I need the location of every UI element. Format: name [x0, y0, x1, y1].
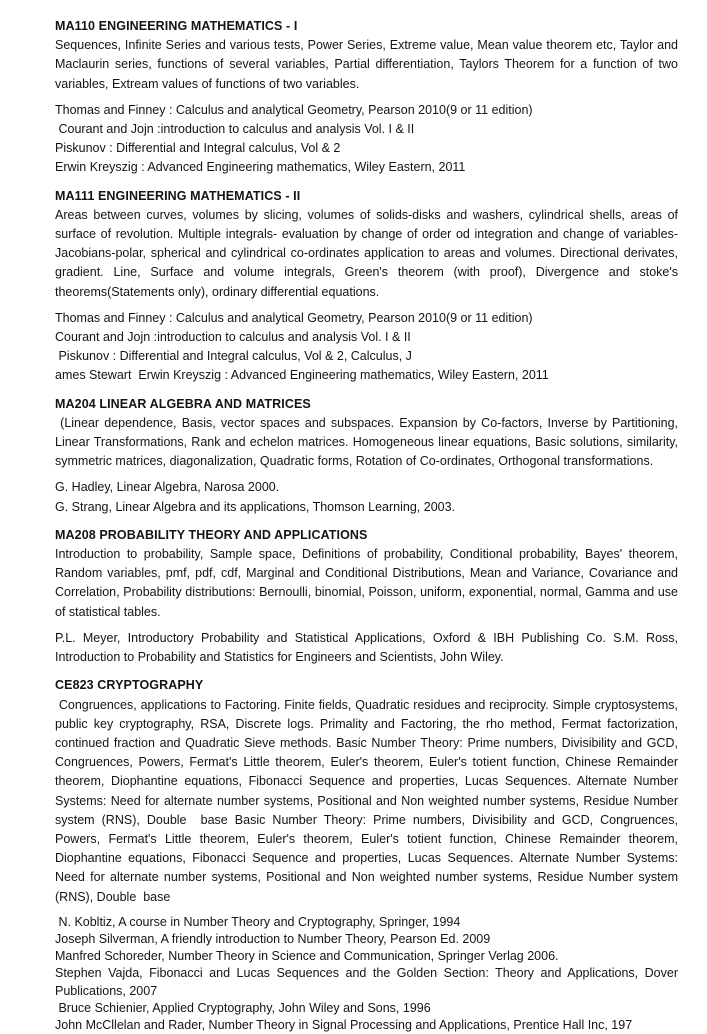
course-title: MA111 ENGINEERING MATHEMATICS - II	[55, 188, 301, 203]
course-title: CE823 CRYPTOGRAPHY	[55, 678, 204, 693]
reference-item: G. Strang, Linear Algebra and its applications, Thomson Learning, 2003.	[55, 499, 456, 514]
reference-item: Erwin Kreyszig : Advanced Engineering mathematics, Wiley Eastern, 2011	[55, 160, 466, 175]
course-section-ma111	[55, 187, 678, 386]
reference-list	[55, 309, 678, 386]
reference-item: Piskunov : Differential and Integral calculus, Vol & 2, Calculus, J	[55, 349, 412, 364]
reference-item: P.L. Meyer, Introductory Probability and Statistical Applications, Oxford & IBH Publishing Co. S.M. Ross, Introduction to Probability and Statistics for Engineers and Scientists, John Wiley.	[55, 630, 678, 665]
reference-item: Thomas and Finney : Calculus and analytical Geometry, Pearson 2010(9 or 11 edition)	[55, 310, 533, 325]
course-description: Congruences, applications to Factoring. Finite fields, Quadratic residues and reciprocity. Simple cryptosystems, public key cryptography, RSA, Discrete logs. Primality and Factoring, the rho method, Fermat factorization, continued fraction and Quadratic Sieve methods. Basic Number Theory: Prime numbers, Divisibility and GCD, Congruences, Powers, Fermat's Little theorem, Euler's theorem, Euler's totient function, Chinese Remainder theorem, Diophantine equations, Fibonacci Sequence and properties, Lucas Sequences. Alternate Number Systems: Need for alternate number systems, Positional and Non weighted number systems, Residue Number system (RNS), Double base Basic Number Theory: Prime numbers, Divisibility and GCD, Congruences, Powers, Fermat's Little theorem, Euler's theorem, Euler's totient function, Chinese Remainder theorem, Diophantine equations, Fibonacci Sequence and properties, Lucas Sequences. Alternate Number Systems: Need for alternate number systems, Positional and Non weighted number systems, Residue Number system (RNS), Double base	[55, 697, 678, 904]
course-description: Sequences, Infinite Series and various tests, Power Series, Extreme value, Mean value theorem etc, Taylor and Maclaurin series, functions of several variables, Partial differentiation, Taylors Theorem for a function of two variables, Extream values of functions of two variables.	[55, 38, 678, 91]
reference-item: Manfred Schoreder, Number Theory in Science and Communication, Springer Verlag 2006.	[55, 949, 559, 964]
course-title: MA110 ENGINEERING MATHEMATICS - I	[55, 19, 298, 33]
reference-item: Joseph Silverman, A friendly introduction to Number Theory, Pearson Ed. 2009	[55, 931, 491, 946]
reference-item: Courant and Jojn :introduction to calculus and analysis Vol. I & II	[55, 330, 411, 345]
reference-item: Courant and Jojn :introduction to calculus and analysis Vol. I & II	[55, 122, 415, 137]
reference-item: John McCllelan and Rader, Number Theory in Signal Processing and Applications, Prentice Hall Inc, 197	[55, 1017, 633, 1032]
reference-item: Stephen Vajda, Fibonacci and Lucas Sequences and the Golden Section: Theory and Applications, Dover Publications, 2007	[55, 966, 678, 998]
reference-item: Bruce Schienier, Applied Cryptography, John Wiley and Sons, 1996	[55, 1000, 431, 1015]
course-description: Introduction to probability, Sample space, Definitions of probability, Conditional probability, Bayes' theorem, Random variables, pmf, pdf, cdf, Marginal and Conditional Distributions, Mean and Variance, Covariance and Correlation, Probability distributions: Bernoulli, binomial, Poisson, uniform, exponential, normal, Gamma and use of statistical tables.	[55, 547, 678, 619]
reference-list	[55, 914, 678, 1034]
reference-item: N. Kobltiz, A course in Number Theory and Cryptography, Springer, 1994	[55, 914, 461, 929]
reference-item: ames Stewart Erwin Kreyszig : Advanced Engineering mathematics, Wiley Eastern, 2011	[55, 368, 549, 383]
course-section-ma110	[55, 17, 678, 178]
reference-item: G. Hadley, Linear Algebra, Narosa 2000.	[55, 480, 280, 495]
reference-list	[55, 478, 678, 516]
course-title: MA204 LINEAR ALGEBRA AND MATRICES	[55, 396, 311, 411]
course-section-ma204	[55, 395, 678, 517]
reference-item: Thomas and Finney : Calculus and analytical Geometry, Pearson 2010(9 or 11 edition)	[55, 102, 533, 117]
course-title: MA208 PROBABILITY THEORY AND APPLICATIONS	[55, 527, 368, 542]
course-section-ce823	[55, 676, 678, 1034]
course-section-ma208	[55, 526, 678, 667]
course-description: Areas between curves, volumes by slicing, volumes of solids-disks and washers, cylindrical shells, areas of surface of revolution. Multiple integrals- evaluation by change of order od integration and change of variables-Jacobians-polar, spherical and cylindrical co-ordinates application to areas and volumes. Directional derivates, gradient. Line, Surface and volume integrals, Green's theorem (with proof), Divergence and stoke's theorems(Statements only), ordinary differential equations.	[55, 207, 678, 299]
reference-item: Piskunov : Differential and Integral calculus, Vol & 2	[55, 141, 341, 156]
course-description: (Linear dependence, Basis, vector spaces and subspaces. Expansion by Co-factors, Inverse by Partitioning, Linear Transformations, Rank and echelon matrices. Homogeneous linear equations, Basic solutions, similarity, symmetric matrices, diagonalization, Quadratic forms, Rotation of Co-ordinates, Orthogonal transformations.	[55, 415, 678, 469]
reference-list	[55, 101, 678, 178]
reference-list	[55, 629, 678, 667]
